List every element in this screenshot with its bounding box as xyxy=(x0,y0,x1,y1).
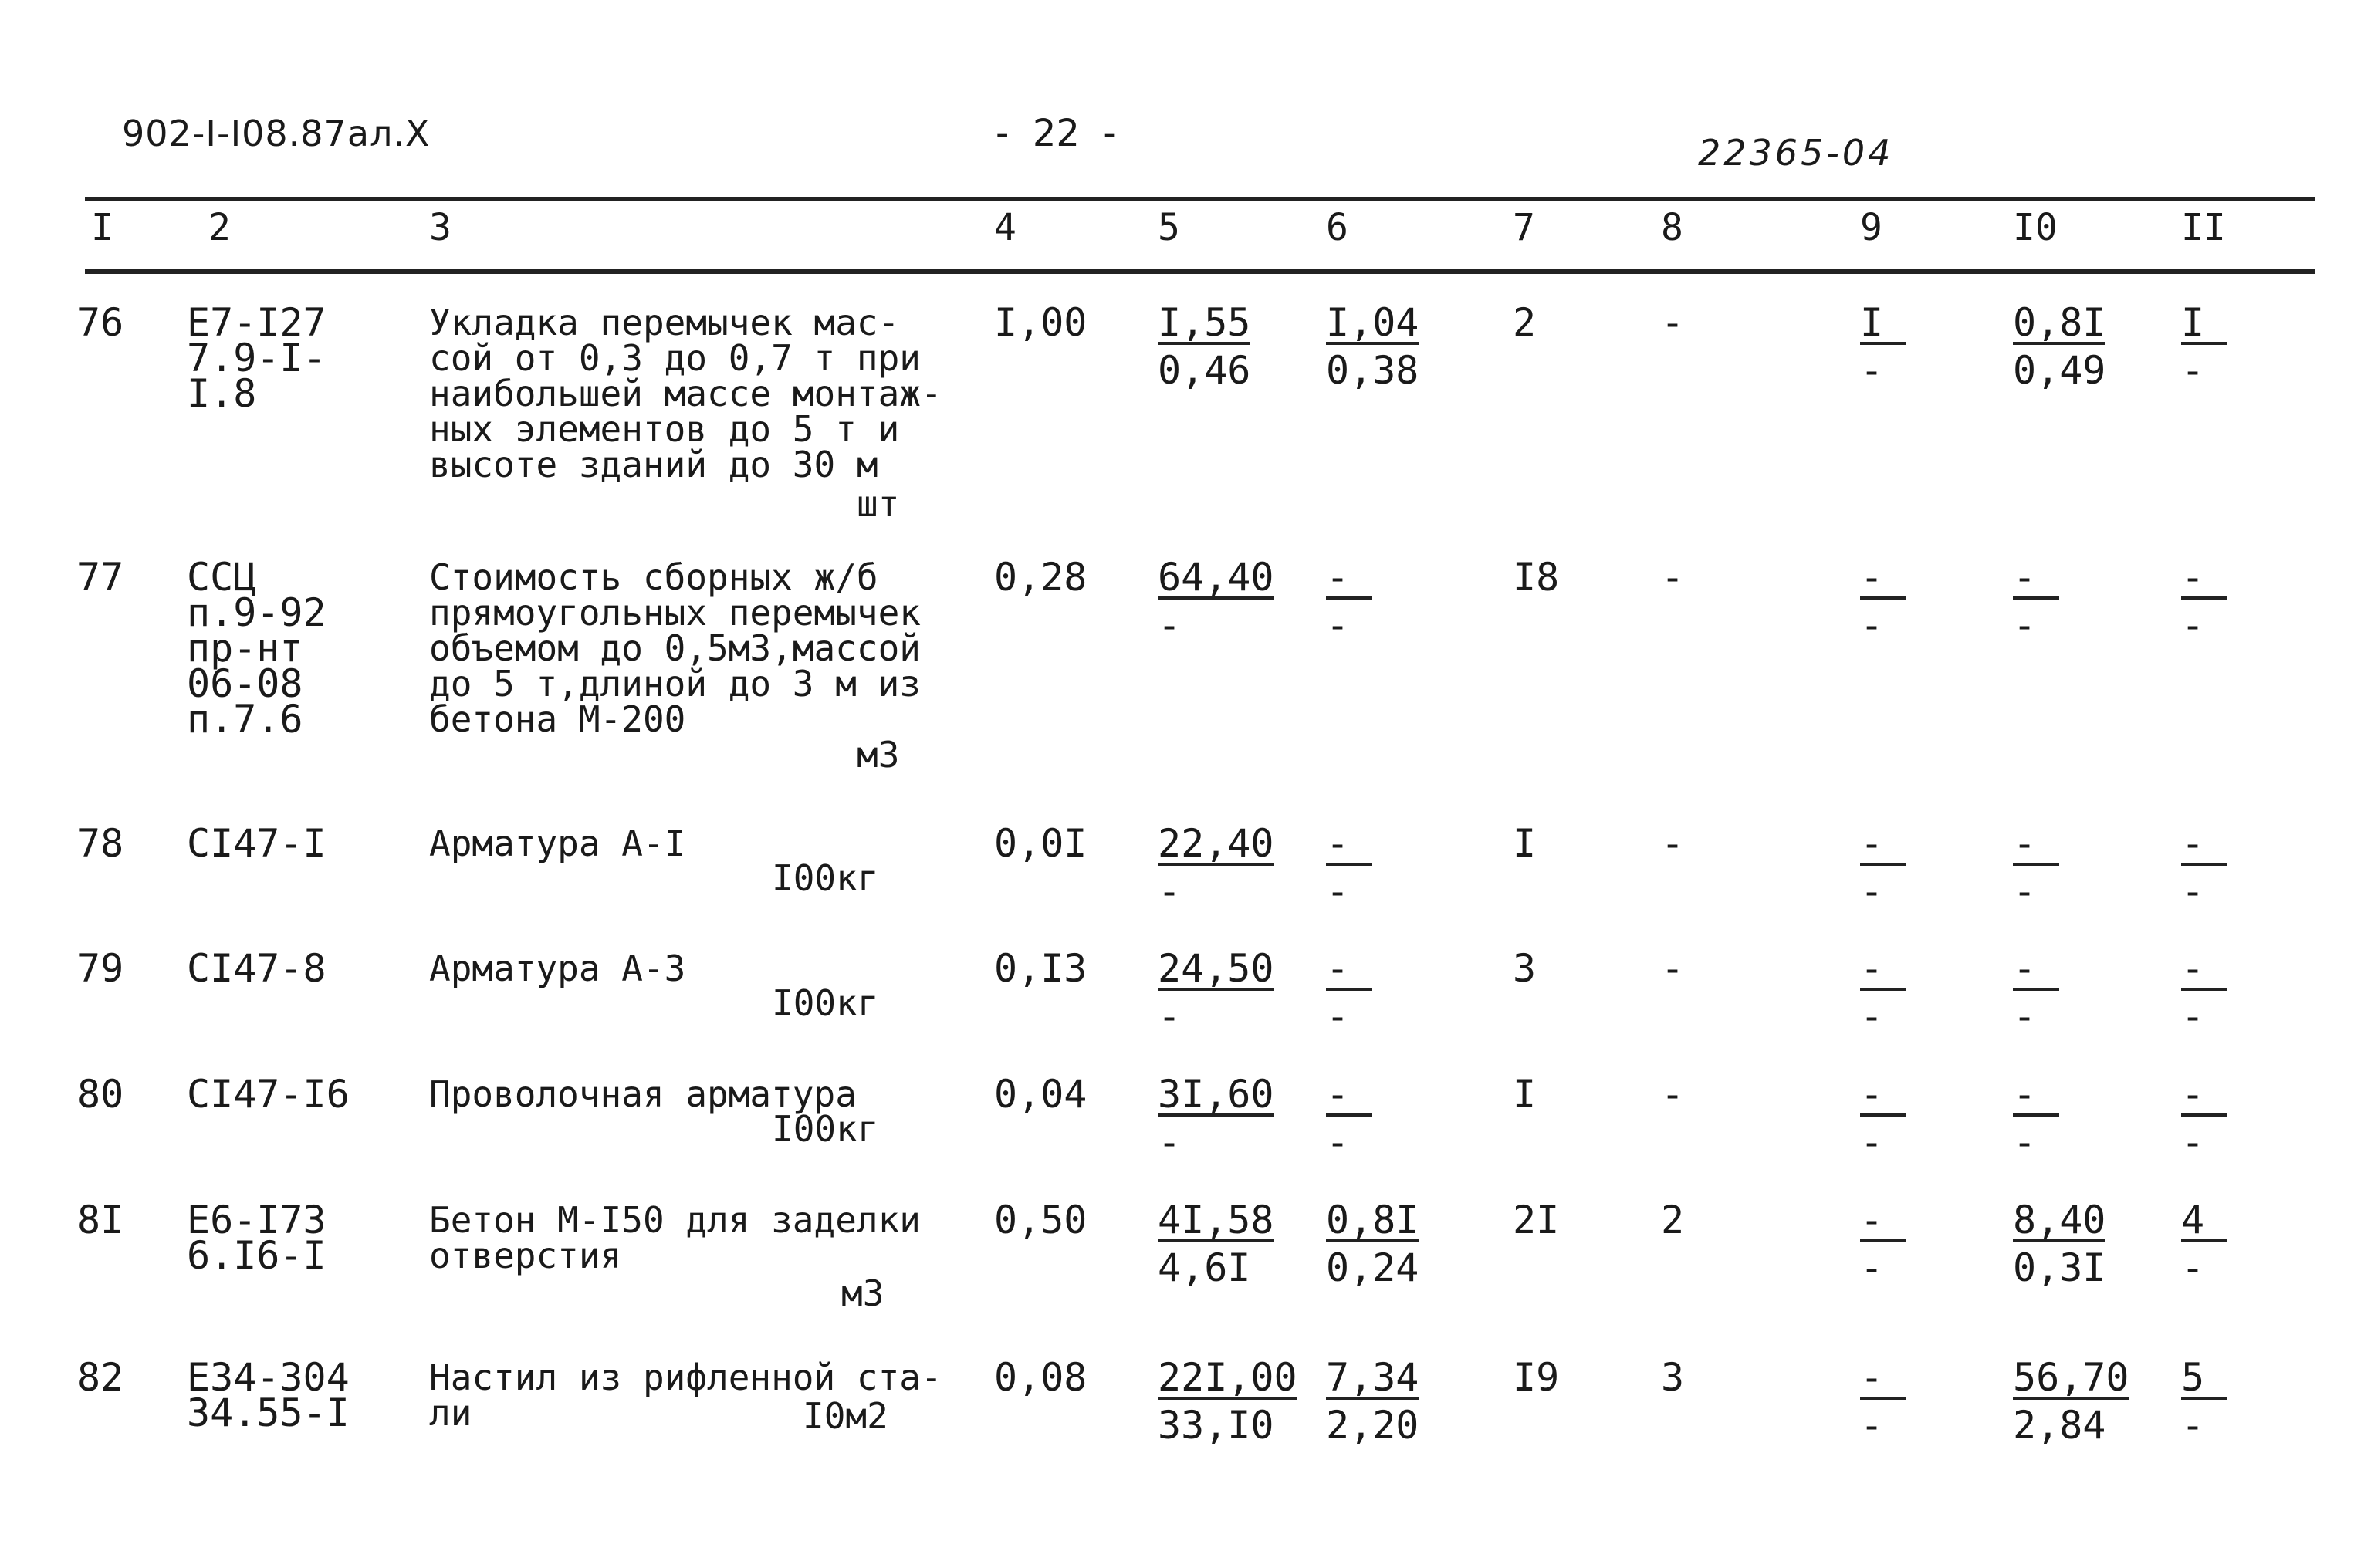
unit-cost xyxy=(1158,1072,1274,1164)
machine-cost-numerator: - xyxy=(1860,1202,1906,1242)
labor-hours-numerator: - xyxy=(2013,1076,2059,1117)
wages: - xyxy=(1661,821,1685,866)
total-labor-numerator: - xyxy=(2181,559,2227,600)
labor-hours-numerator: 56,70 xyxy=(2013,1355,2129,1400)
total-labor-numerator: I xyxy=(2181,305,2227,345)
machine-cost-denominator: - xyxy=(1860,1245,1884,1290)
labor-hours xyxy=(2013,821,2059,914)
work-description: Укладка перемычек мас- сой от 0,3 до 0,7 т при наибольшей массе монтаж- ных элементов до 5 т и высоте зданий до 30 м xyxy=(429,302,942,485)
machine-cost-numerator: - xyxy=(1860,1360,1906,1400)
labor-cost-numerator: - xyxy=(1326,951,1372,991)
total-labor-numerator: - xyxy=(2181,951,2227,991)
wages: - xyxy=(1661,555,1685,600)
total-labor-denominator: - xyxy=(2181,348,2205,393)
column-header-2: 2 xyxy=(208,206,231,249)
labor-cost-denominator: 2,20 xyxy=(1326,1403,1419,1448)
labor-hours-denominator: - xyxy=(2013,869,2037,914)
labor-hours-denominator: - xyxy=(2013,994,2037,1039)
wages: - xyxy=(1661,300,1685,345)
unit-cost-denominator: 33,I0 xyxy=(1158,1403,1274,1448)
labor-cost-denominator: - xyxy=(1326,994,1350,1039)
unit-of-measure: I00кг xyxy=(772,982,879,1024)
unit-cost xyxy=(1158,1355,1297,1448)
work-description: Бетон М-I50 для заделки отверстия xyxy=(429,1199,921,1276)
work-description: Арматура А-I xyxy=(429,823,686,864)
unit-of-measure: I0м2 xyxy=(803,1395,888,1437)
document-reference: 902-I-I08.87ал.X xyxy=(122,113,431,154)
labor-cost xyxy=(1326,821,1372,914)
unit-cost xyxy=(1158,300,1251,393)
unit-cost-numerator: 22I,00 xyxy=(1158,1355,1297,1400)
total-labor xyxy=(2181,1198,2227,1290)
labor-hours-numerator: - xyxy=(2013,826,2059,866)
unit-of-measure: I00кг xyxy=(772,1108,879,1150)
quantity: I,00 xyxy=(994,300,1087,345)
wages: 2 xyxy=(1661,1198,1685,1242)
labor-hours-denominator: - xyxy=(2013,603,2037,647)
total-cost: 3 xyxy=(1513,946,1537,991)
machine-cost xyxy=(1860,946,1906,1039)
unit-cost xyxy=(1158,946,1274,1039)
machine-cost xyxy=(1860,1198,1906,1290)
labor-hours xyxy=(2013,946,2059,1039)
row-number: 80 xyxy=(77,1072,124,1117)
total-cost: 2I xyxy=(1513,1198,1560,1242)
total-labor xyxy=(2181,1355,2227,1448)
machine-cost-numerator: - xyxy=(1860,559,1906,600)
labor-cost-numerator: 7,34 xyxy=(1326,1355,1419,1400)
machine-cost-denominator: - xyxy=(1860,869,1884,914)
work-description: Стоимость сборных ж/б прямоугольных перемычек объемом до 0,5м3,массой до 5 т,длиной до 3 м из бетона М-200 xyxy=(429,556,921,740)
column-header-10: I0 xyxy=(2013,206,2058,249)
machine-cost xyxy=(1860,300,1906,393)
machine-cost-denominator: - xyxy=(1860,1120,1884,1164)
total-cost: I xyxy=(1513,1072,1537,1117)
labor-cost xyxy=(1326,300,1419,393)
unit-cost-denominator: 4,6I xyxy=(1158,1245,1251,1290)
labor-cost xyxy=(1326,946,1372,1039)
labor-cost xyxy=(1326,1198,1419,1290)
labor-hours-denominator: 2,84 xyxy=(2013,1403,2106,1448)
column-header-6: 6 xyxy=(1326,206,1348,249)
rate-code: CI47-8 xyxy=(187,946,326,991)
labor-cost-denominator: - xyxy=(1326,869,1350,914)
column-header-8: 8 xyxy=(1661,206,1683,249)
work-description: Настил из рифленной ста- ли xyxy=(429,1357,942,1434)
machine-cost-numerator: - xyxy=(1860,951,1906,991)
total-labor-denominator: - xyxy=(2181,603,2205,647)
quantity: 0,I3 xyxy=(994,946,1087,991)
labor-cost-numerator: - xyxy=(1326,826,1372,866)
total-labor-numerator: - xyxy=(2181,826,2227,866)
machine-cost xyxy=(1860,555,1906,647)
column-header-9: 9 xyxy=(1860,206,1882,249)
labor-hours-numerator: - xyxy=(2013,559,2059,600)
unit-cost-denominator: - xyxy=(1158,994,1182,1039)
machine-cost-numerator: I xyxy=(1860,305,1906,345)
unit-of-measure: шт xyxy=(857,483,900,525)
unit-of-measure: I00кг xyxy=(772,857,879,899)
quantity: 0,04 xyxy=(994,1072,1087,1117)
total-labor-denominator: - xyxy=(2181,869,2205,914)
unit-of-measure: м3 xyxy=(841,1272,884,1314)
labor-hours-denominator: 0,49 xyxy=(2013,348,2106,393)
total-cost: I8 xyxy=(1513,555,1560,600)
row-number: 79 xyxy=(77,946,124,991)
labor-hours xyxy=(2013,300,2106,393)
total-labor xyxy=(2181,555,2227,647)
total-labor-denominator: - xyxy=(2181,1120,2205,1164)
page-number: - 22 - xyxy=(996,112,1117,155)
machine-cost xyxy=(1860,821,1906,914)
row-number: 82 xyxy=(77,1355,124,1400)
labor-cost-denominator: - xyxy=(1326,1120,1350,1164)
row-number: 8I xyxy=(77,1198,124,1242)
quantity: 0,08 xyxy=(994,1355,1087,1400)
total-labor xyxy=(2181,946,2227,1039)
labor-hours xyxy=(2013,555,2059,647)
machine-cost-denominator: - xyxy=(1860,994,1884,1039)
work-description: Арматура А-3 xyxy=(429,948,686,989)
unit-cost-denominator: - xyxy=(1158,1120,1182,1164)
total-cost: 2 xyxy=(1513,300,1537,345)
unit-cost-denominator: - xyxy=(1158,869,1182,914)
total-labor-denominator: - xyxy=(2181,994,2205,1039)
total-cost: I xyxy=(1513,821,1537,866)
machine-cost xyxy=(1860,1072,1906,1164)
column-header-3: 3 xyxy=(429,206,452,249)
column-header-4: 4 xyxy=(994,206,1016,249)
machine-cost-denominator: - xyxy=(1860,603,1884,647)
unit-cost-numerator: 3I,60 xyxy=(1158,1072,1274,1117)
rate-code: Е6-I73 6.I6-I xyxy=(187,1198,326,1278)
unit-cost xyxy=(1158,555,1274,647)
column-header-5: 5 xyxy=(1158,206,1180,249)
wages: 3 xyxy=(1661,1355,1685,1400)
row-number: 78 xyxy=(77,821,124,866)
rate-code: CI47-I xyxy=(187,821,326,866)
unit-cost-denominator: - xyxy=(1158,603,1182,647)
table-header-rule xyxy=(85,269,2315,274)
rate-code: Е7-I27 7.9-I- I.8 xyxy=(187,300,326,416)
labor-cost xyxy=(1326,1072,1372,1164)
document-code: 22365-04 xyxy=(1698,132,1894,174)
total-labor-denominator: - xyxy=(2181,1245,2205,1290)
unit-cost-numerator: I,55 xyxy=(1158,300,1251,345)
labor-cost-denominator: 0,38 xyxy=(1326,348,1419,393)
total-labor-numerator: 4 xyxy=(2181,1202,2227,1242)
total-labor-numerator: 5 xyxy=(2181,1360,2227,1400)
machine-cost-numerator: - xyxy=(1860,1076,1906,1117)
unit-cost-numerator: 24,50 xyxy=(1158,946,1274,991)
total-labor xyxy=(2181,1072,2227,1164)
labor-hours xyxy=(2013,1198,2106,1290)
total-cost: I9 xyxy=(1513,1355,1560,1400)
labor-hours-numerator: 8,40 xyxy=(2013,1198,2106,1242)
row-number: 76 xyxy=(77,300,124,345)
unit-cost xyxy=(1158,821,1274,914)
unit-cost-numerator: 64,40 xyxy=(1158,555,1274,600)
unit-cost xyxy=(1158,1198,1274,1290)
column-header-11: II xyxy=(2181,206,2226,249)
labor-cost-numerator: - xyxy=(1326,559,1372,600)
machine-cost-denominator: - xyxy=(1860,348,1884,393)
machine-cost xyxy=(1860,1355,1906,1448)
column-header-7: 7 xyxy=(1513,206,1535,249)
labor-hours-denominator: - xyxy=(2013,1120,2037,1164)
rate-code: CI47-I6 xyxy=(187,1072,350,1117)
total-labor-numerator: - xyxy=(2181,1076,2227,1117)
unit-cost-numerator: 4I,58 xyxy=(1158,1198,1274,1242)
total-labor xyxy=(2181,300,2227,393)
quantity: 0,50 xyxy=(994,1198,1087,1242)
wages: - xyxy=(1661,946,1685,991)
labor-cost-denominator: 0,24 xyxy=(1326,1245,1419,1290)
machine-cost-denominator: - xyxy=(1860,1403,1884,1448)
labor-cost-numerator: I,04 xyxy=(1326,300,1419,345)
labor-cost xyxy=(1326,1355,1419,1448)
labor-hours-numerator: - xyxy=(2013,951,2059,991)
unit-of-measure: м3 xyxy=(857,734,900,776)
labor-cost xyxy=(1326,555,1372,647)
labor-hours xyxy=(2013,1072,2059,1164)
work-description: Проволочная арматура xyxy=(429,1073,857,1115)
unit-cost-denominator: 0,46 xyxy=(1158,348,1251,393)
rate-code: ССЦ п.9-92 пр-нт 06-08 п.7.6 xyxy=(187,555,326,742)
machine-cost-numerator: - xyxy=(1860,826,1906,866)
labor-cost-denominator: - xyxy=(1326,603,1350,647)
rate-code: Е34-304 34.55-I xyxy=(187,1355,350,1435)
unit-cost-numerator: 22,40 xyxy=(1158,821,1274,866)
labor-cost-numerator: - xyxy=(1326,1076,1372,1117)
wages: - xyxy=(1661,1072,1685,1117)
total-labor xyxy=(2181,821,2227,914)
total-labor-denominator: - xyxy=(2181,1403,2205,1448)
quantity: 0,28 xyxy=(994,555,1087,600)
labor-cost-numerator: 0,8I xyxy=(1326,1198,1419,1242)
labor-hours xyxy=(2013,1355,2129,1448)
table-top-rule xyxy=(85,197,2315,201)
quantity: 0,0I xyxy=(994,821,1087,866)
column-header-1: I xyxy=(91,206,113,249)
row-number: 77 xyxy=(77,555,124,600)
labor-hours-numerator: 0,8I xyxy=(2013,300,2106,345)
labor-hours-denominator: 0,3I xyxy=(2013,1245,2106,1290)
